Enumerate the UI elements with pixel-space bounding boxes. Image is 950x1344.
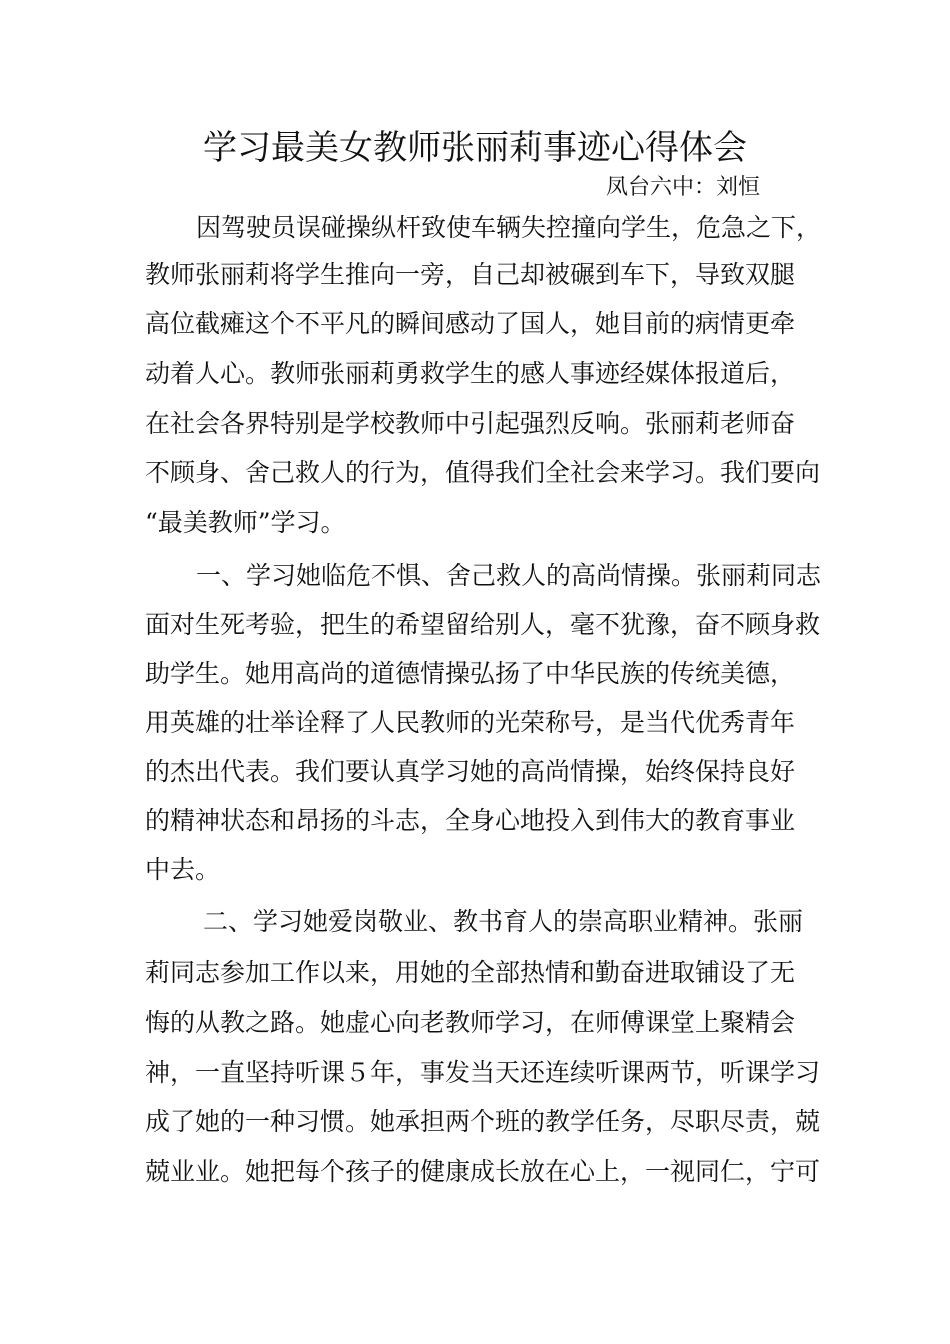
body-line: 助学生。她用高尚的道德情操弘扬了中华民族的传统美德， [145,659,796,688]
body-line: 一、学习她临危不惧、舍己救人的高尚情操。张丽莉同志 [196,561,822,590]
body-line: 用英雄的壮举诠释了人民教师的光荣称号，是当代优秀青年 [145,708,796,737]
body-line: 中去。 [145,855,221,884]
body-line: 悔的从教之路。她虚心向老教师学习，在师傅课堂上聚精会 [145,1008,796,1037]
body-line: 动着人心。教师张丽莉勇救学生的感人事迹经媒体报道后， [145,359,796,388]
document-title: 学习最美女教师张丽莉事迹心得体会 [203,128,747,168]
body-line: 神，一直坚持听课５年，事发当天还连续听课两节，听课学习 [145,1058,821,1087]
body-line: 面对生死考验，把生的希望留给别人，毫不犹豫，奋不顾身救 [145,610,821,639]
body-line: 因驾驶员误碰操纵杆致使车辆失控撞向学生，危急之下， [196,213,822,242]
body-line: 二、学习她爱岗敬业、教书育人的崇高职业精神。张丽 [203,907,804,936]
body-line: 不顾身、舍己救人的行为，值得我们全社会来学习。我们要向 [145,458,821,487]
body-line: 的精神状态和昂扬的斗志，全身心地投入到伟大的教育事业 [145,806,796,835]
body-line: 在社会各界特别是学校教师中引起强烈反响。张丽莉老师奋 [145,409,796,438]
body-line: 高位截瘫这个不平凡的瞬间感动了国人，她目前的病情更牵 [145,309,796,338]
body-line: “最美教师”学习。 [145,508,346,537]
body-line: 成了她的一种习惯。她承担两个班的教学任务，尽职尽责，兢 [145,1107,821,1136]
author-line: 凤台六中：刘恒 [606,175,761,200]
body-line: 兢业业。她把每个孩子的健康成长放在心上，一视同仁，宁可 [145,1157,821,1186]
body-line: 的杰出代表。我们要认真学习她的高尚情操，始终保持良好 [145,757,796,786]
body-line: 教师张丽莉将学生推向一旁，自己却被碾到车下，导致双腿 [145,260,796,289]
body-line: 莉同志参加工作以来，用她的全部热情和勤奋进取铺设了无 [145,958,796,987]
